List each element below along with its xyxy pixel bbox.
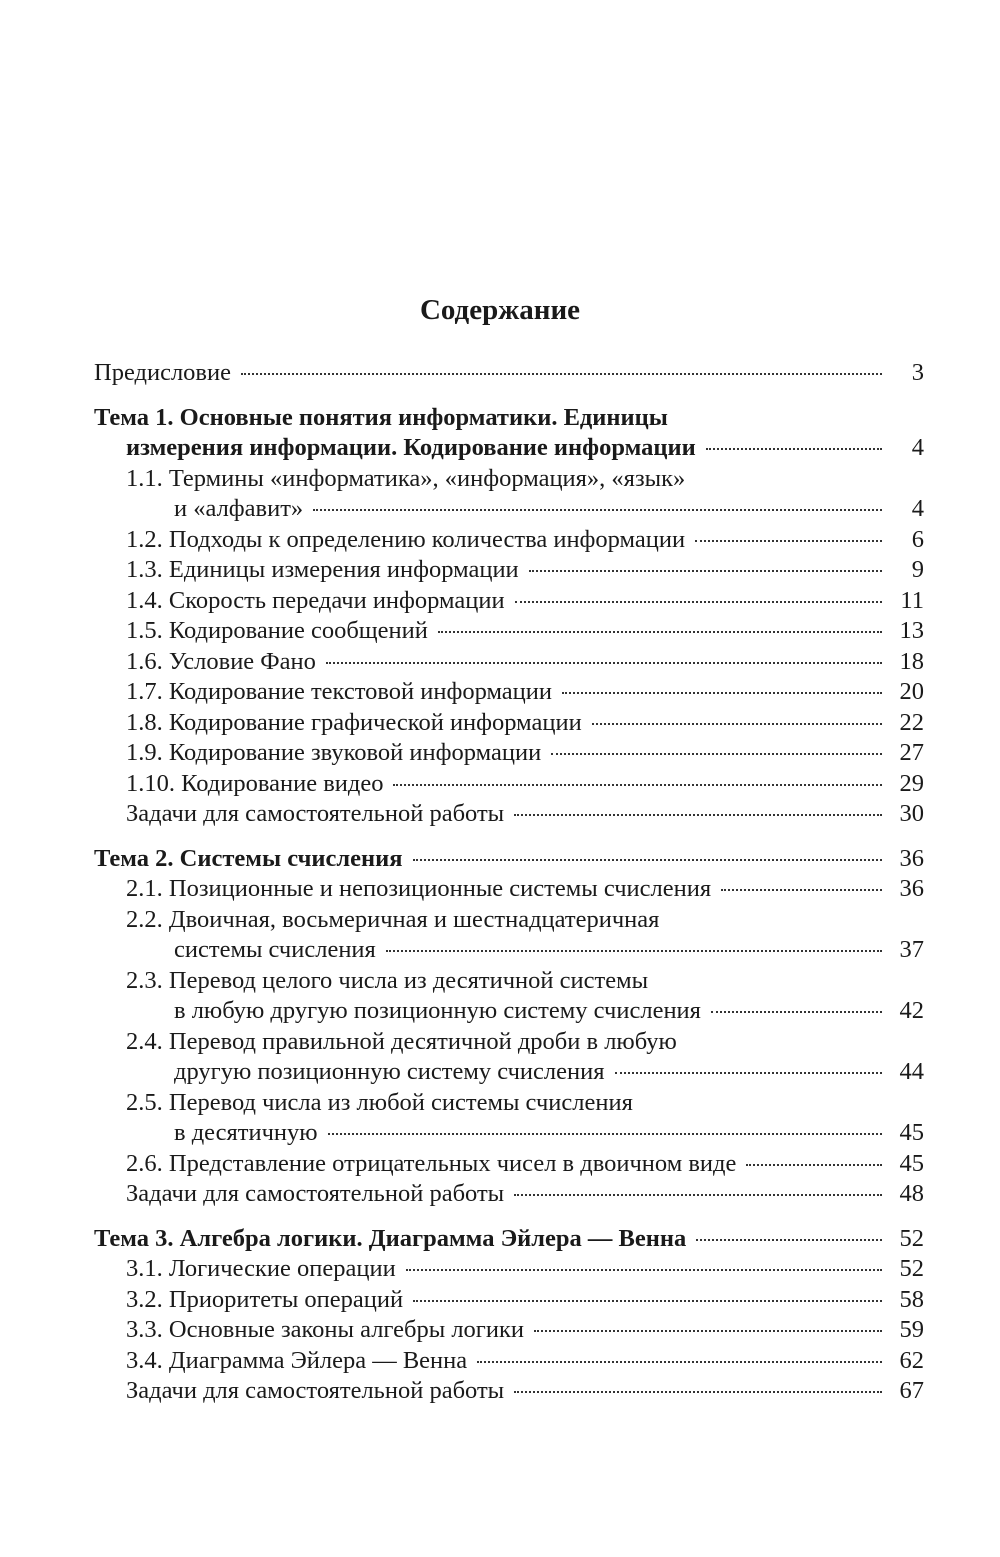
toc-topic-1-heading-line2[interactable] [94, 433, 924, 464]
dot-leader [413, 859, 882, 861]
toc-entry-1-9[interactable] [94, 738, 924, 769]
dot-leader [393, 784, 882, 786]
toc-entry-label: Задачи для самостоятельной работы [126, 1377, 505, 1404]
toc-entry-3-exercises[interactable] [94, 1376, 924, 1407]
toc-entry-1-2[interactable] [94, 525, 924, 556]
toc-entry-1-5[interactable] [94, 616, 924, 647]
dot-leader [514, 1194, 882, 1196]
toc-page-number: 20 [899, 678, 924, 705]
dot-leader [514, 814, 882, 816]
page-title: Содержание [419, 294, 581, 326]
toc-entry-label: в десятичную [174, 1119, 318, 1146]
toc-entry-1-6[interactable] [94, 647, 924, 678]
toc-page-number: 52 [899, 1255, 924, 1282]
toc-entry-2-3-cont[interactable] [94, 996, 924, 1027]
dot-leader [551, 753, 882, 755]
toc-entry-label: 1.8. Кодирование графической информации [126, 708, 582, 736]
dot-leader [313, 509, 882, 511]
toc-entry-3-4[interactable] [94, 1346, 924, 1377]
toc-entry-label: 1.1. Термины «информатика», «информация», «язык» [126, 464, 686, 492]
toc-entry-label: 1.7. Кодирование текстовой информации [126, 678, 552, 705]
toc-entry-label: 1.6. Условие Фано [126, 647, 316, 675]
toc-entry-2-4[interactable] [94, 1027, 924, 1058]
dot-leader [711, 1011, 882, 1013]
toc-entry-2-4-cont[interactable] [94, 1057, 924, 1088]
toc-page-number: 52 [899, 1224, 924, 1252]
toc-entry-1-10[interactable] [94, 769, 924, 800]
dot-leader [477, 1361, 882, 1363]
toc-entry-label: 1.2. Подходы к определению количества информации [126, 525, 686, 553]
dot-leader [514, 1391, 882, 1393]
toc-page-number: 30 [899, 800, 924, 827]
toc-page-number: 58 [899, 1285, 924, 1313]
toc-entry-2-5[interactable] [94, 1088, 924, 1119]
toc-entry-1-4[interactable] [94, 586, 924, 617]
dot-leader [746, 1164, 882, 1166]
dot-leader [615, 1072, 883, 1074]
toc-entry-2-5-cont[interactable] [94, 1118, 924, 1149]
toc-entry-label: Тема 1. Основные понятия информатики. Единицы [94, 403, 668, 431]
toc-entry-1-1-cont[interactable] [94, 494, 924, 525]
toc-page-number: 37 [899, 936, 924, 963]
toc-entry-label: 2.5. Перевод числа из любой системы счисления [126, 1088, 633, 1116]
dot-leader [386, 950, 882, 952]
toc-entry-2-2-cont[interactable] [94, 935, 924, 966]
toc-entry-label: измерения информации. Кодирование информации [126, 434, 696, 461]
toc-entry-label: Задачи для самостоятельной работы [126, 1180, 505, 1207]
toc-entry-label: 3.1. Логические операции [126, 1255, 396, 1282]
toc-entry-2-2[interactable] [94, 905, 924, 936]
toc-entry-2-3[interactable] [94, 966, 924, 997]
dot-leader [438, 631, 882, 633]
toc-entry-label: 3.3. Основные законы алгебры логики [126, 1316, 524, 1343]
toc-page-number: 6 [911, 525, 924, 553]
dot-leader [534, 1330, 882, 1332]
toc-entry-label: в любую другую позиционную систему счисления [174, 997, 701, 1024]
toc-topic-2-heading[interactable] [94, 844, 924, 875]
toc-entry-label: 1.10. Кодирование видео [126, 769, 384, 797]
toc-entry-label: Задачи для самостоятельной работы [126, 800, 505, 827]
toc-entry-label: системы счисления [174, 936, 376, 963]
toc-entry-label: 3.2. Приоритеты операций [126, 1285, 404, 1313]
toc-topic-1-heading-line1[interactable] [94, 403, 924, 434]
toc-entry-label: Предисловие [94, 359, 231, 386]
dot-leader [413, 1300, 882, 1302]
toc-page-number: 42 [899, 997, 924, 1024]
toc-entry-label: 1.9. Кодирование звуковой информации [126, 739, 542, 766]
toc-entry-label: 2.4. Перевод правильной десятичной дроби в любую [126, 1027, 677, 1055]
dot-leader [721, 889, 882, 891]
dot-leader [529, 570, 882, 572]
toc-entry-1-8[interactable] [94, 708, 924, 739]
toc-page-number: 48 [899, 1180, 924, 1207]
dot-leader [695, 540, 882, 542]
toc-page-number: 59 [899, 1316, 924, 1343]
toc-page-number: 13 [899, 617, 924, 644]
toc-entry-label: 2.2. Двоичная, восьмеричная и шестнадцатеричная [126, 905, 660, 933]
dot-leader [562, 692, 882, 694]
toc-page-number: 45 [899, 1119, 924, 1146]
toc-page-number: 18 [899, 647, 924, 675]
toc-entry-label: 2.6. Представление отрицательных чисел в двоичном виде [126, 1149, 737, 1177]
toc-page-number: 36 [899, 844, 924, 872]
toc-entry-label: 1.5. Кодирование сообщений [126, 617, 428, 644]
toc-entry-label: 2.1. Позиционные и непозиционные системы счисления [126, 875, 712, 902]
toc-entry-label: Тема 2. Системы счисления [94, 844, 403, 872]
toc-entry-label: 1.3. Единицы измерения информации [126, 556, 519, 583]
toc-entry-1-exercises[interactable] [94, 799, 924, 830]
toc-entry-1-1[interactable] [94, 464, 924, 495]
toc-page-number: 22 [899, 708, 924, 736]
toc-page-number: 3 [911, 359, 924, 386]
toc-entry-3-1[interactable] [94, 1254, 924, 1285]
toc-entry-2-6[interactable] [94, 1149, 924, 1180]
toc-page-number: 36 [899, 875, 924, 902]
dot-leader [515, 601, 882, 603]
toc-page-number: 9 [911, 556, 924, 583]
dot-leader [696, 1239, 882, 1241]
toc-topic-3-heading[interactable] [94, 1224, 924, 1255]
toc-page-number: 67 [899, 1377, 924, 1404]
toc-entry-3-3[interactable] [94, 1315, 924, 1346]
toc-page-number: 45 [899, 1149, 924, 1177]
dot-leader [326, 662, 882, 664]
toc-page-number: 62 [899, 1346, 924, 1374]
toc-entry-label: и «алфавит» [174, 495, 304, 522]
dot-leader [406, 1269, 882, 1271]
toc-page-number: 4 [911, 495, 924, 522]
toc-page-number: 11 [900, 586, 924, 614]
toc-entry-1-7[interactable] [94, 677, 924, 708]
dot-leader [706, 448, 882, 450]
toc-entry-2-exercises[interactable] [94, 1179, 924, 1210]
toc-entry-label: 3.4. Диаграмма Эйлера — Венна [126, 1346, 468, 1374]
toc-entry-1-3[interactable] [94, 555, 924, 586]
toc-page-number: 44 [899, 1058, 924, 1085]
toc-page-number: 4 [911, 434, 924, 461]
dot-leader [328, 1133, 882, 1135]
table-of-contents [94, 358, 924, 1407]
toc-page-number: 29 [899, 769, 924, 797]
toc-entry-preface[interactable] [94, 358, 924, 389]
dot-leader [592, 723, 882, 725]
toc-entry-label: 2.3. Перевод целого числа из десятичной системы [126, 966, 649, 994]
toc-entry-label: другую позиционную систему счисления [174, 1058, 605, 1085]
toc-entry-label: Тема 3. Алгебра логики. Диаграмма Эйлера — Венна [94, 1224, 687, 1252]
toc-entry-3-2[interactable] [94, 1285, 924, 1316]
toc-entry-label: 1.4. Скорость передачи информации [126, 586, 505, 614]
toc-page-number: 27 [899, 739, 924, 766]
toc-entry-2-1[interactable] [94, 874, 924, 905]
dot-leader [241, 373, 882, 375]
